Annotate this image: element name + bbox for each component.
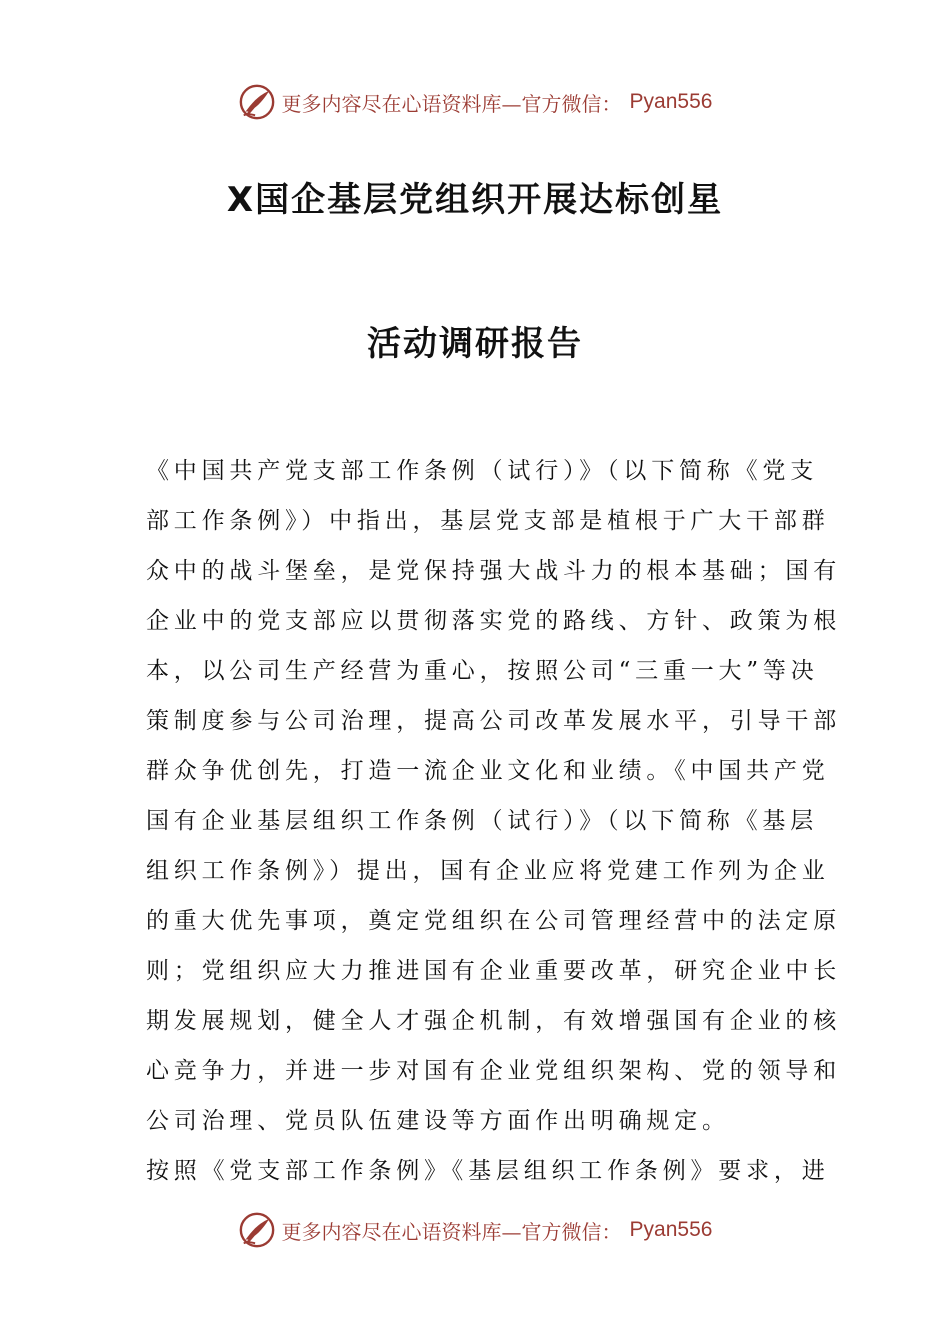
body-line: 部工作条例》）中指出，基层党支部是植根于广大干部群 — [146, 508, 830, 534]
footer-banner-text: 更多内容尽在心语资料库—官方微信： — [281, 1219, 622, 1244]
body-line: 策制度参与公司治理，提高公司改革发展水平，引导干部 — [146, 708, 841, 734]
body-line: 期发展规划，健全人才强企机制，有效增强国有企业的核 — [146, 1008, 841, 1034]
body-line: 本，以公司生产经营为重心，按照公司“三重一大”等决 — [146, 658, 819, 684]
footer-banner-wechat-id: Pyan556 — [629, 1218, 713, 1241]
body-paragraph — [146, 446, 841, 1196]
quill-logo-icon — [238, 83, 276, 121]
body-line: 众中的战斗堡垒，是党保持强大战斗力的根本基础；国有 — [146, 558, 841, 584]
body-line: 《中国共产党支部工作条例（试行）》（以下简称《党支 — [146, 458, 818, 484]
footer-watermark-banner — [0, 1208, 950, 1252]
quill-logo-icon — [238, 1211, 276, 1249]
header-banner-wechat-id: Pyan556 — [629, 90, 713, 113]
body-line: 心竞争力，并进一步对国有企业党组织架构、党的领导和 — [146, 1058, 841, 1084]
document-title-line-1: X国企基层党组织开展达标创星 — [226, 180, 724, 220]
body-line: 则；党组织应大力推进国有企业重要改革，研究企业中长 — [146, 958, 841, 984]
body-line: 按照《党支部工作条例》《基层组织工作条例》要求，进 — [146, 1158, 830, 1184]
body-line: 组织工作条例》）提出，国有企业应将党建工作列为企业 — [146, 858, 830, 884]
header-banner-text: 更多内容尽在心语资料库—官方微信： — [281, 91, 622, 116]
document-title-line-2: 活动调研报告 — [367, 324, 583, 364]
header-watermark-banner — [0, 80, 950, 124]
body-line: 的重大优先事项，奠定党组织在公司管理经营中的法定原 — [146, 908, 841, 934]
body-line: 国有企业基层组织工作条例（试行）》（以下简称《基层 — [146, 808, 818, 834]
body-line: 公司治理、党员队伍建设等方面作出明确规定。 — [146, 1108, 730, 1134]
body-line: 群众争优创先，打造一流企业文化和业绩。《中国共产党 — [146, 758, 830, 784]
body-line: 企业中的党支部应以贯彻落实党的路线、方针、政策为根 — [146, 608, 841, 634]
